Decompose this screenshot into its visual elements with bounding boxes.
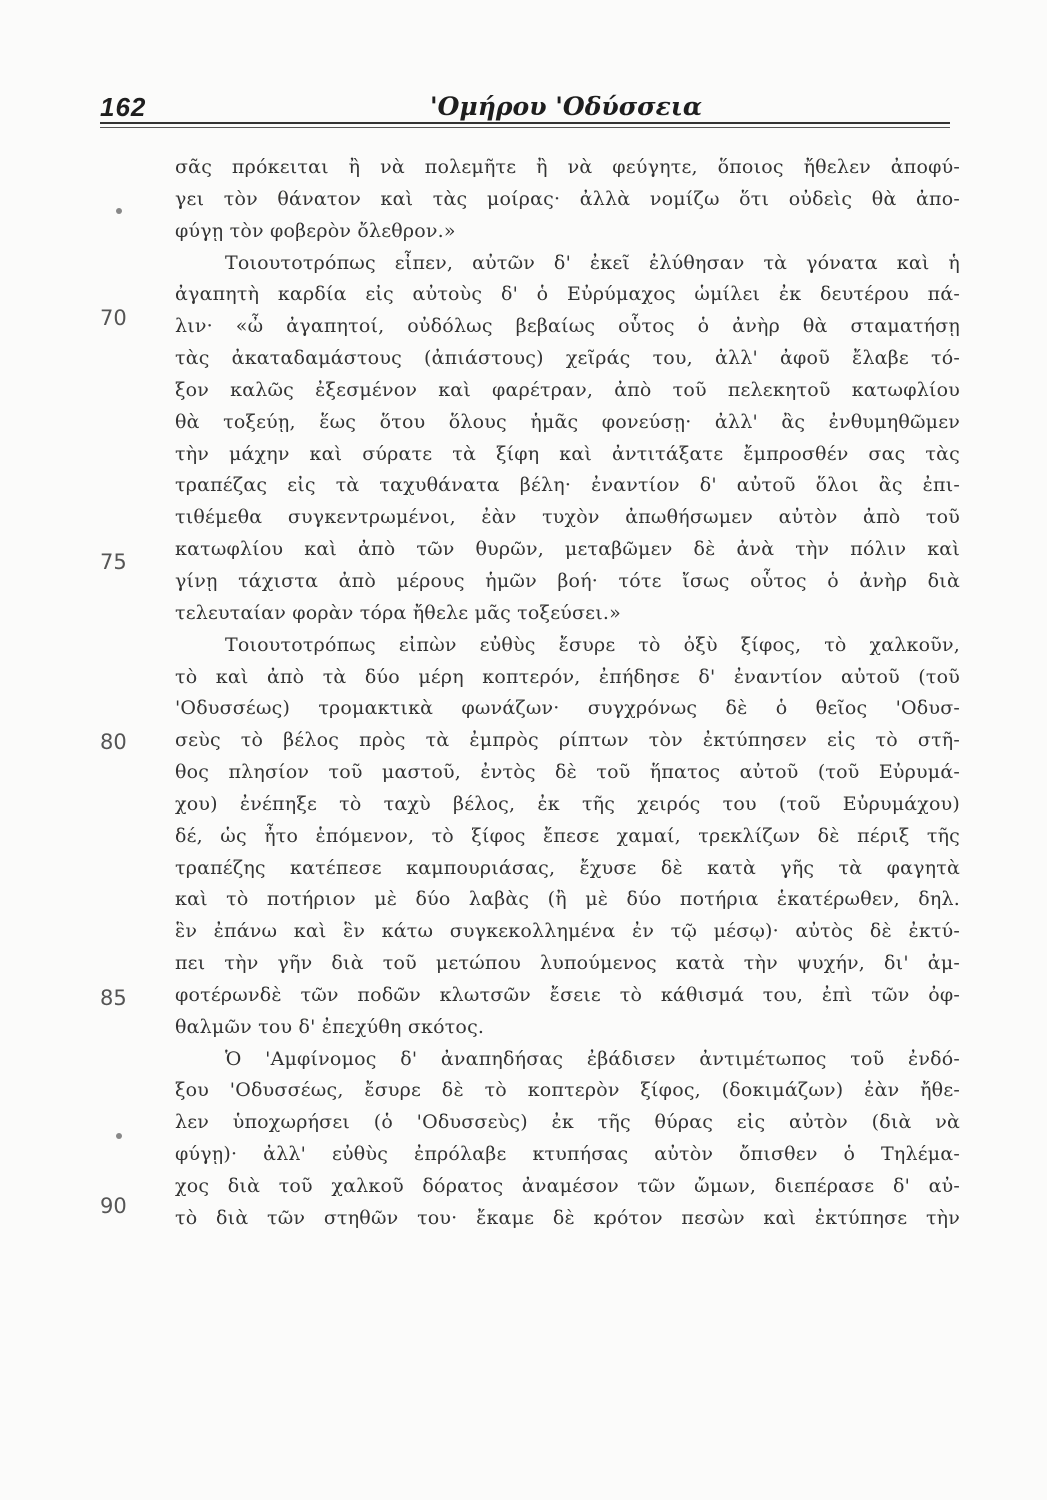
text-line: ξου 'Οδυσσέως, ἔσυρε δὲ τὸ κοπτερὸν ξίφος, (δοκιμάζων) ἐὰν ἤθε- (175, 1079, 960, 1102)
header-rule-thin (100, 127, 950, 128)
text-line: χος διὰ τοῦ χαλκοῦ δόρατος ἀναμέσον τῶν ὤμων, διεπέρασε δ' αὐ- (175, 1175, 960, 1197)
line-number: 70 (100, 306, 127, 330)
text-line: χου) ἐνέπηξε τὸ ταχὺ βέλος, ἐκ τῆς χειρός του (τοῦ Εὐρυμάχου) (175, 792, 960, 815)
line-number: 80 (100, 730, 127, 754)
text-line: τὸ διὰ τῶν στηθῶν του· ἔκαμε δὲ κρότον πεσὼν καὶ ἐκτύπησε τὴν (175, 1206, 960, 1229)
text-line: ξον καλῶς ἐξεσμένον καὶ φαρέτραν, ἀπὸ τοῦ πελεκητοῦ κατωφλίου (175, 378, 960, 401)
text-line: ἀγαπητὴ καρδία εἰς αὐτοὺς δ' ὁ Εὐρύμαχος ὡμίλει ἐκ δευτέρου πά- (175, 283, 960, 306)
text-line: τιθέμεθα συγκεντρωμένοι, ἐὰν τυχὸν ἀπωθήσωμεν αὐτὸν ἀπὸ τοῦ (175, 506, 960, 529)
line-number: 85 (100, 986, 127, 1010)
text-line: δέ, ὡς ἦτο ἑπόμενον, τὸ ξίφος ἔπεσε χαμαί, τρεκλίζων δὲ πέριξ τῆς (175, 824, 960, 847)
line-number: 75 (100, 550, 127, 574)
text-line: τὸ καὶ ἀπὸ τὰ δύο μέρη κοπτερόν, ἐπήδησε δ' ἐναντίον αὐτοῦ (τοῦ (175, 665, 960, 688)
page-header (100, 86, 950, 126)
text-line: θὰ τοξεύῃ, ἕως ὅτου ὅλους ἡμᾶς φονεύσῃ· ἀλλ' ἂς ἐνθυμηθῶμεν (175, 410, 960, 433)
line-number: 90 (100, 1194, 127, 1218)
text-line: θαλμῶν του δ' ἐπεχύθη σκότος. (175, 1015, 485, 1038)
text-line: τελευταίαν φορὰν τόρα ἤθελε μᾶς τοξεύσει.» (175, 601, 621, 624)
text-line: τὴν μάχην καὶ σύρατε τὰ ξίφη καὶ ἀντιτάξατε ἔμπροσθέν σας τὰς (175, 442, 960, 465)
text-line: 'Οδυσσέως) τρομακτικὰ φωνάζων· συγχρόνως δὲ ὁ θεῖος 'Οδυσ- (175, 697, 960, 720)
page-number: 162 (100, 92, 147, 122)
body-text (175, 152, 960, 1235)
text-line: τραπέζας εἰς τὰ ταχυθάνατα βέλη· ἐναντίον δ' αὐτοῦ ὅλοι ἂς ἐπι- (175, 474, 960, 497)
text-line: γει τὸν θάνατον καὶ τὰς μοίρας· ἀλλὰ νομίζω ὅτι οὐδεὶς θὰ ἀπο- (175, 187, 960, 210)
text-line: θος πλησίον τοῦ μαστοῦ, ἐντὸς δὲ τοῦ ἥπατος αὐτοῦ (τοῦ Εὐρυμά- (175, 761, 960, 784)
text-line: γίνῃ τάχιστα ἀπὸ μέρους ἡμῶν βοή· τότε ἴσως οὗτος ὁ ἀνὴρ διὰ (175, 569, 960, 592)
margin-mark (116, 208, 122, 214)
text-line: τὰς ἀκαταδαμάστους (ἀπιάστους) χεῖράς του, ἀλλ' ἀφοῦ ἔλαβε τό- (175, 347, 960, 370)
text-line: πει τὴν γῆν διὰ τοῦ μετώπου λυπούμενος κατὰ τὴν ψυχήν, δι' ἀμ- (175, 952, 960, 975)
text-line: Τοιουτοτρόπως εἶπεν, αὐτῶν δ' ἐκεῖ ἐλύθησαν τὰ γόνατα καὶ ἡ (225, 251, 960, 274)
text-line: λεν ὑποχωρήσει (ὁ 'Οδυσσεὺς) ἐκ τῆς θύρας εἰς αὐτὸν (διὰ νὰ (175, 1111, 960, 1134)
text-line: κατωφλίου καὶ ἀπὸ τῶν θυρῶν, μεταβῶμεν δὲ ἀνὰ τὴν πόλιν καὶ (175, 538, 960, 561)
text-line: φύγῃ)· ἀλλ' εὐθὺς ἐπρόλαβε κτυπήσας αὐτὸν ὄπισθεν ὁ Τηλέμα- (175, 1143, 960, 1166)
text-line: φοτέρωνδὲ τῶν ποδῶν κλωτσῶν ἔσειε τὸ κάθισμά του, ἐπὶ τῶν ὀφ- (175, 983, 960, 1006)
header-rule (100, 122, 950, 124)
text-line: Ὁ 'Αμφίνομος δ' ἀναπηδήσας ἐβάδισεν ἀντιμέτωπος τοῦ ἐνδό- (225, 1047, 960, 1070)
text-line: ἓν ἐπάνω καὶ ἓν κάτω συγκεκολλημένα ἐν τῷ μέσῳ)· αὐτὸς δὲ ἐκτύ- (175, 920, 960, 943)
running-title: 'Ομήρου 'Οδύσσεια (430, 92, 703, 121)
text-line: σεὺς τὸ βέλος πρὸς τὰ ἐμπρὸς ρίπτων τὸν ἐκτύπησεν εἰς τὸ στῆ- (175, 729, 960, 752)
text-line: τραπέζης κατέπεσε καμπουριάσας, ἔχυσε δὲ κατὰ γῆς τὰ φαγητὰ (175, 856, 960, 879)
text-line: λιν· «ὦ ἀγαπητοί, οὐδόλως βεβαίως οὗτος ὁ ἀνὴρ θὰ σταματήσῃ (175, 315, 960, 338)
text-line: φύγῃ τὸν φοβερὸν ὄλεθρον.» (175, 219, 456, 242)
text-line: Τοιουτοτρόπως εἰπὼν εὐθὺς ἔσυρε τὸ ὀξὺ ξίφος, τὸ χαλκοῦν, (225, 633, 960, 656)
margin-mark (116, 1133, 122, 1139)
text-line: καὶ τὸ ποτήριον μὲ δύο λαβὰς (ἢ μὲ δύο ποτήρια ἑκατέρωθεν, δηλ. (175, 888, 960, 911)
text-line: σᾶς πρόκειται ἢ νὰ πολεμῆτε ἢ νὰ φεύγητε, ὅποιος ἤθελεν ἀποφύ- (175, 156, 960, 178)
